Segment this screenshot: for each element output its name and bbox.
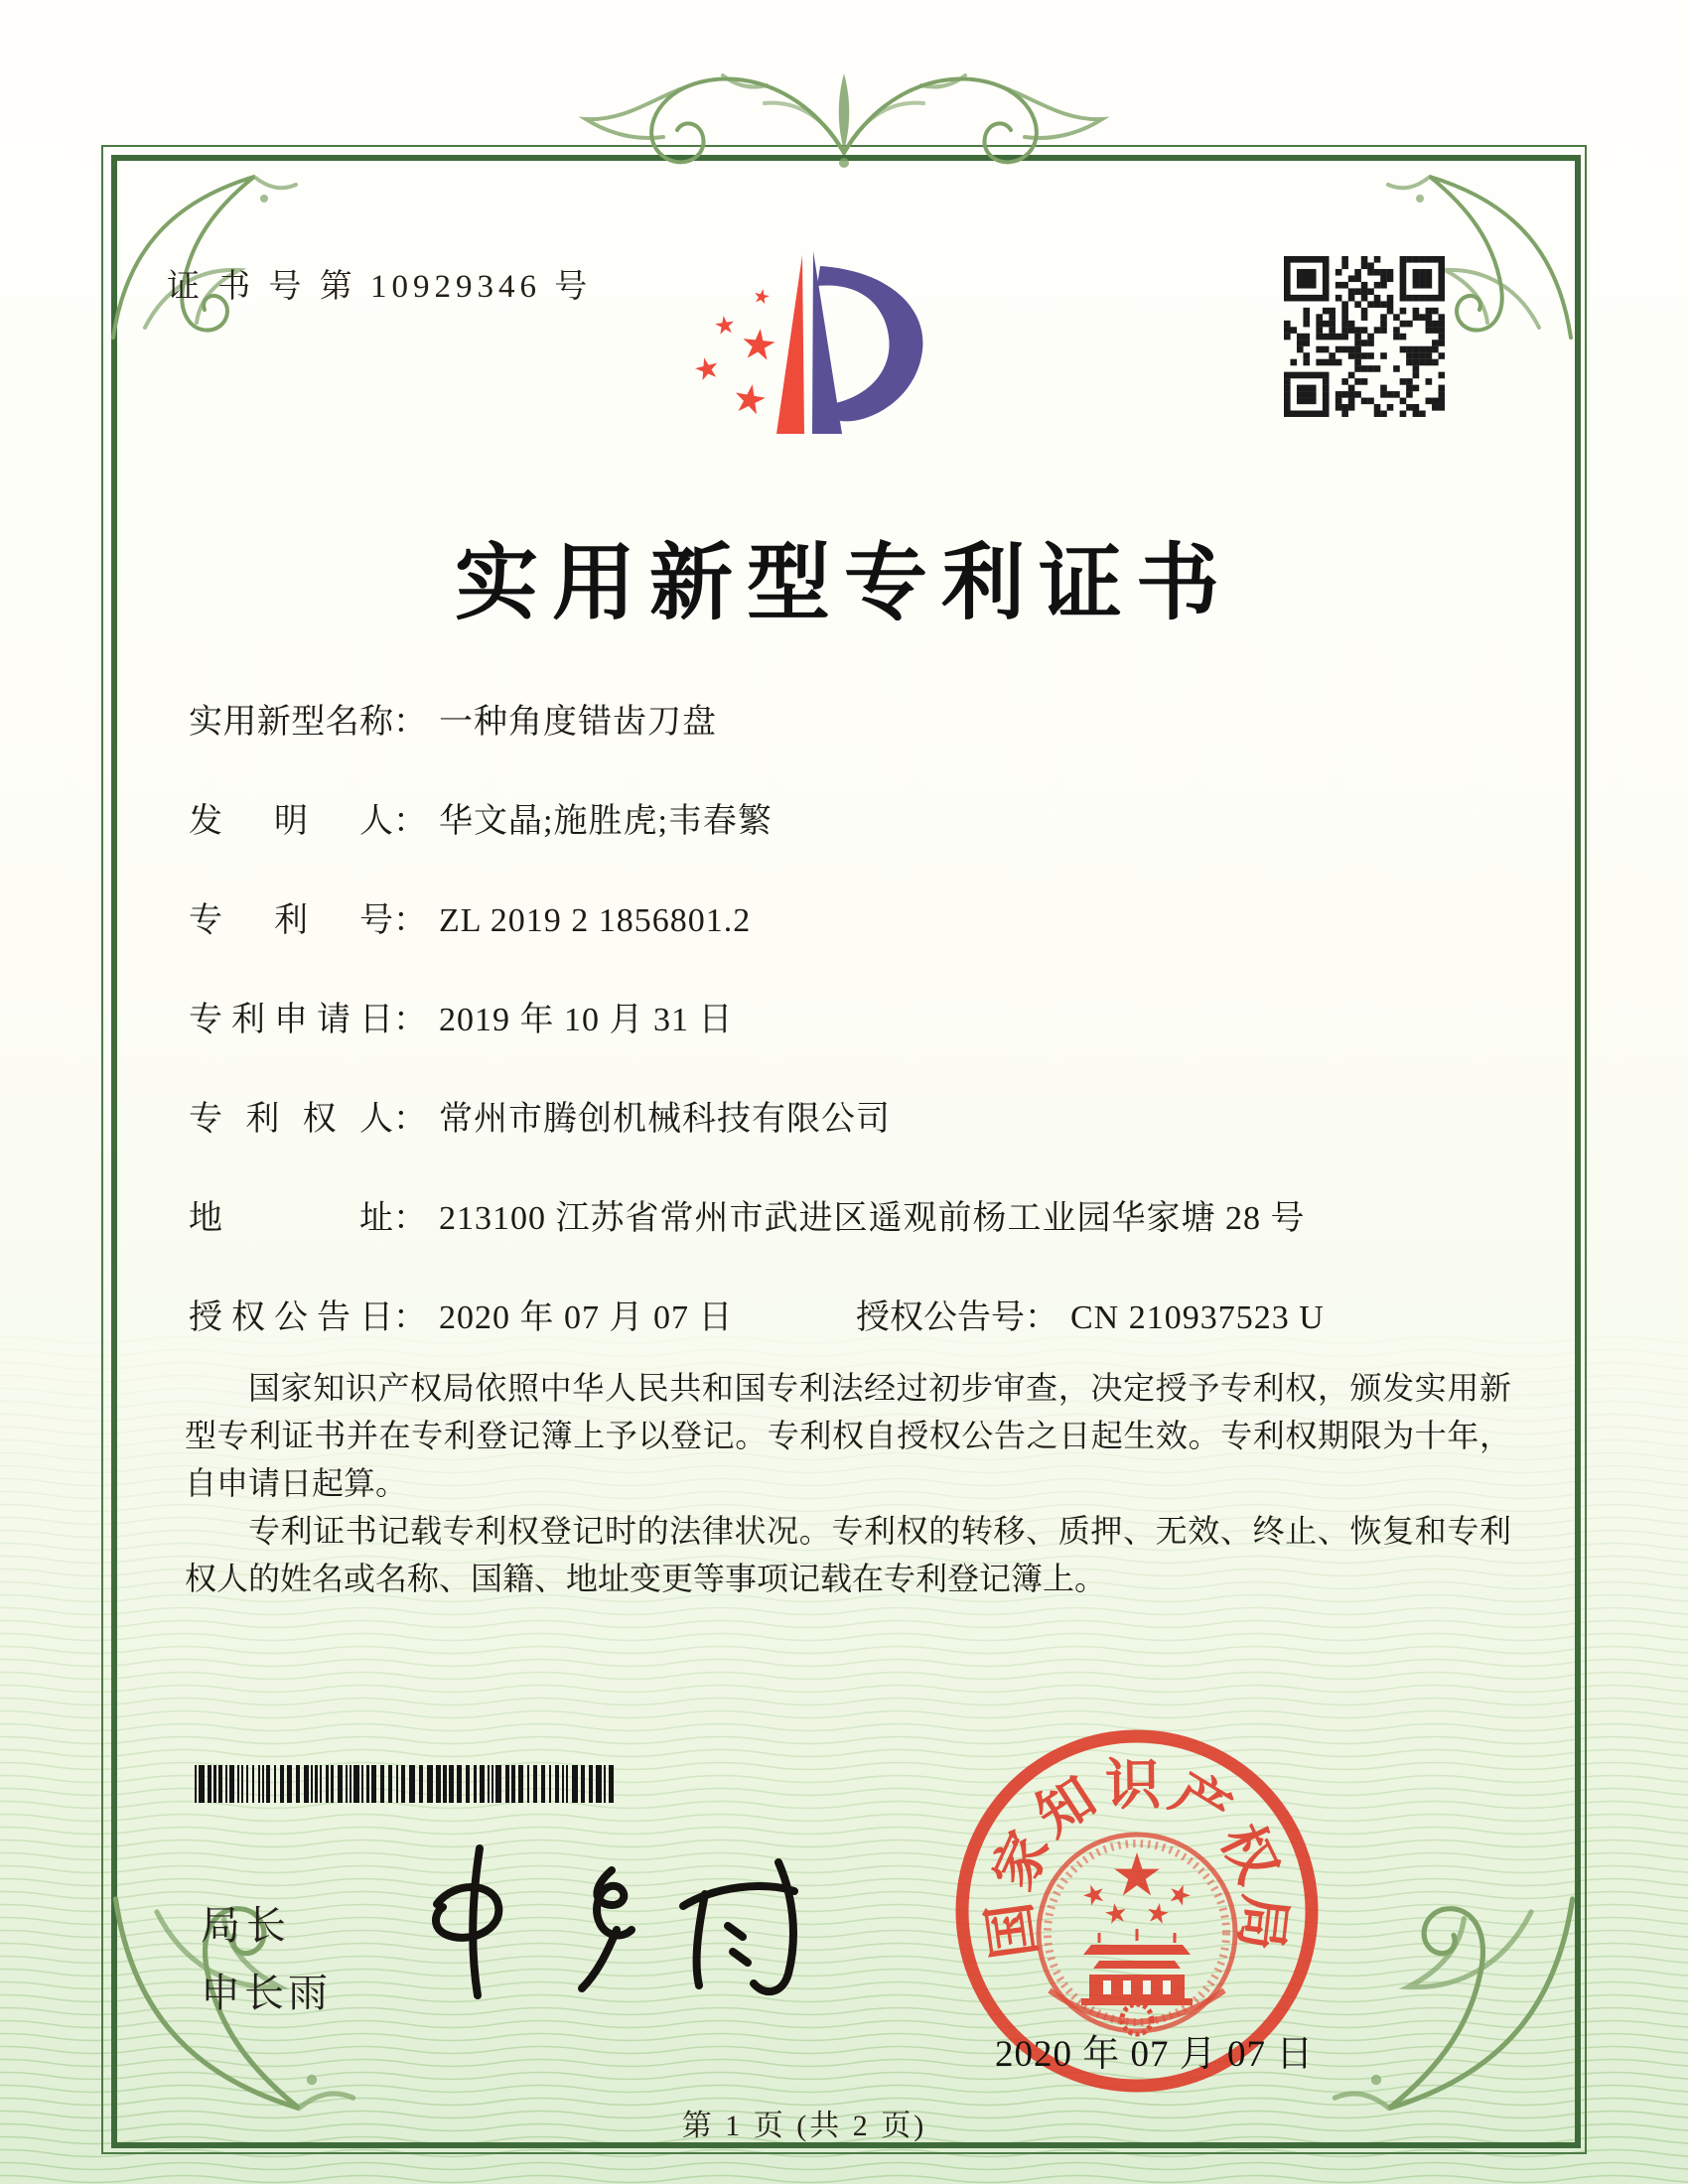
logo-red-wedge <box>776 255 804 434</box>
field-label: 发明人 <box>189 803 393 840</box>
field-label: 地址 <box>189 1200 393 1237</box>
field-grant-number: 授权公告号： CN 210937523 U <box>856 1299 1325 1336</box>
qr-code <box>1284 256 1445 417</box>
field-value: 一种角度错齿刀盘 <box>439 704 717 741</box>
cnipa-logo <box>655 218 953 467</box>
seal-national-emblem <box>1039 1835 1235 2034</box>
seal-ring-text: 国家知识产权局 <box>978 1754 1296 1963</box>
director-name: 申长雨 <box>201 1972 332 2015</box>
director-signature <box>385 1835 882 2003</box>
field-row-address: 地址： 213100 江苏省常州市武进区遥观前杨工业园华家塘 28 号 <box>189 1200 1306 1237</box>
field-value: 华文晶;施胜虎;韦春繁 <box>439 803 773 840</box>
seal-date: 2020 年 07 月 07 日 <box>995 2034 1315 2075</box>
corner-flourish-top-left <box>105 149 304 347</box>
field-row-inventors: 发明人： 华文晶;施胜虎;韦春繁 <box>189 803 773 840</box>
field-value: 常州市腾创机械科技有限公司 <box>439 1101 891 1138</box>
field-label: 专利号 <box>189 902 393 939</box>
logo-stars <box>693 288 776 416</box>
logo-purple-p <box>812 251 922 434</box>
field-label: 授权公告日 <box>189 1299 393 1336</box>
director-title: 局长 <box>201 1904 292 1948</box>
legal-paragraph-1: 国家知识产权局依照中华人民共和国专利法经过初步审查，决定授予专利权，颁发实用新型专利证书并在专利登记簿上予以登记。专利权自授权公告之日起生效。专利权期限为十年，自申请日起算。 <box>185 1370 1511 1501</box>
field-label: 实用新型名称 <box>189 704 393 741</box>
legal-paragraph-2: 专利证书记载专利权登记时的法律状况。专利权的转移、质押、无效、终止、恢复和专利权人的姓名或名称、国籍、地址变更等事项记载在专利登记簿上。 <box>185 1513 1511 1596</box>
certificate-title: 实用新型专利证书 <box>454 538 1233 630</box>
field-value: 213100 江苏省常州市武进区遥观前杨工业园华家塘 28 号 <box>439 1200 1306 1237</box>
field-row-patent-number: 专利号： ZL 2019 2 1856801.2 <box>189 902 752 939</box>
footer-page-info: 第 1 页 (共 2 页) <box>681 2110 927 2142</box>
field-row-filing-date: 专利申请日： 2019 年 10 月 31 日 <box>189 1002 734 1038</box>
field-value: 2019 年 10 月 31 日 <box>439 1002 734 1038</box>
field-value: 2020 年 07 月 07 日 <box>439 1299 734 1336</box>
certificate-number: 证 书 号 第 10929346 号 <box>167 269 593 305</box>
field-value: ZL 2019 2 1856801.2 <box>439 902 752 939</box>
field-label: 专利申请日 <box>189 1002 393 1038</box>
field-label: 授权公告号 <box>856 1299 1025 1336</box>
national-emblem-seal <box>899 1673 1375 2149</box>
field-row-patentee: 专利权人： 常州市腾创机械科技有限公司 <box>189 1101 891 1138</box>
barcode <box>195 1765 620 1803</box>
field-row-grant-date: 授权公告日： 2020 年 07 月 07 日 授权公告号： CN 210937523 U <box>189 1299 1325 1336</box>
legal-text <box>185 1364 1511 1602</box>
field-label: 专利权人 <box>189 1101 393 1138</box>
top-center-flourish-ornament <box>556 46 1132 185</box>
certificate-fields <box>189 705 1519 1400</box>
field-row-utility-model-name: 实用新型名称： 一种角度错齿刀盘 <box>189 704 717 741</box>
field-value: CN 210937523 U <box>1070 1299 1325 1336</box>
